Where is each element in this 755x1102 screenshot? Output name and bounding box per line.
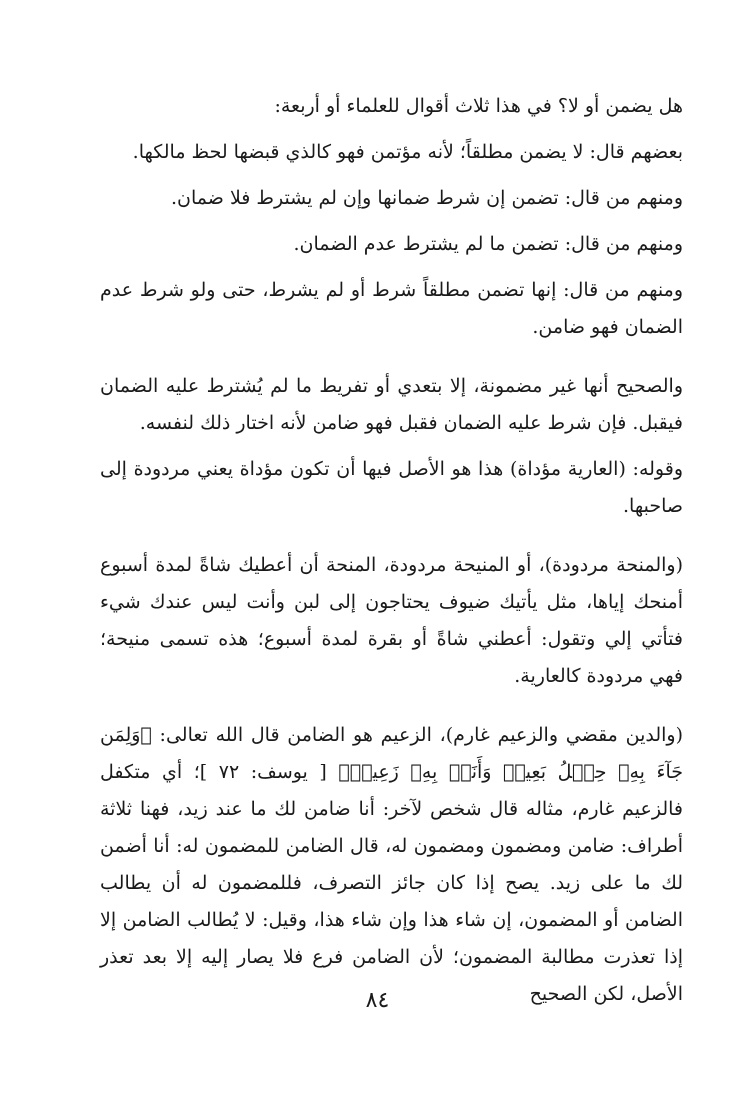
paragraph-opinion-2: ومنهم من قال: تضمن إن شرط ضمانها وإن لم يشترط فلا ضمان. (171, 187, 683, 209)
paragraph-opinion-4: ومنهم من قال: إنها تضمن مطلقاً شرط أو لم يشرط، حتى ولو شرط عدم الضمان فهو ضامن. (100, 279, 683, 338)
page-number: ٨٤ (365, 988, 390, 1013)
paragraph-opinion-3: ومنهم من قال: تضمن ما لم يشترط عدم الضمان. (293, 233, 683, 255)
paragraph-ariya: وقوله: (العارية مؤداة) هذا هو الأصل فيها أن تكون مؤداة يعني مردودة إلى صاحبها. (100, 458, 683, 517)
paragraph-zaim: (والدين مقضي والزعيم غارم)، الزعيم هو الضامن قال الله تعالى: ﴿وَلِمَن جَآءَ بِهِۦ حِمۡلُ بَعِيرٖ وَأَنَا۠ بِهِۦ زَعِيمٞ﴾ [ يوسف: ٧٢ ]؛ أي متكفل فالزعيم غارم، مثاله قال شخص لآخر: أنا ضامن لك ما عند زيد، فهنا ثلاثة أطراف: ضامن ومضمون ومضمون له، قال الضامن للمضمون له: أنا أضمن لك ما على زيد. يصح إذا كان جائز التصرف، فللمضمون له أن يطالب الضامن أو المضمون، إن شاء هذا وإن شاء هذا، وقيل: لا يُطالب الضامن إلا إذا تعذرت مطالبة المضمون؛ لأن الضامن فرع فلا يصار إليه إلا بعد تعذر الأصل، لكن الصحيح (100, 724, 684, 1005)
paragraph-opinion-1: بعضهم قال: لا يضمن مطلقاً؛ لأنه مؤتمن فهو كالذي قبضها لحظ مالكها. (132, 141, 683, 163)
paragraph-correct-view: والصحيح أنها غير مضمونة، إلا بتعدي أو تفريط ما لم يُشترط عليه الضمان فيقبل. فإن شرط عليه الضمان فقبل فهو ضامن لأنه اختار ذلك لنفسه. (100, 375, 683, 434)
page-body (100, 88, 683, 1022)
paragraph-minha: (والمنحة مردودة)، أو المنيحة مردودة، المنحة أن أعطيك شاةً لمدة أسبوع أمنحك إياها، مثل يأتيك ضيوف يحتاجون إلى لبن وأنت ليس عندك شيء فتأتي إلي وتقول: أعطني شاةً أو بقرة لمدة أسبوع؛ هذه تسمى منيحة؛ فهي مردودة كالعارية. (100, 554, 683, 687)
paragraph-intro: هل يضمن أو لا؟ في هذا ثلاث أقوال للعلماء أو أربعة: (274, 95, 683, 117)
